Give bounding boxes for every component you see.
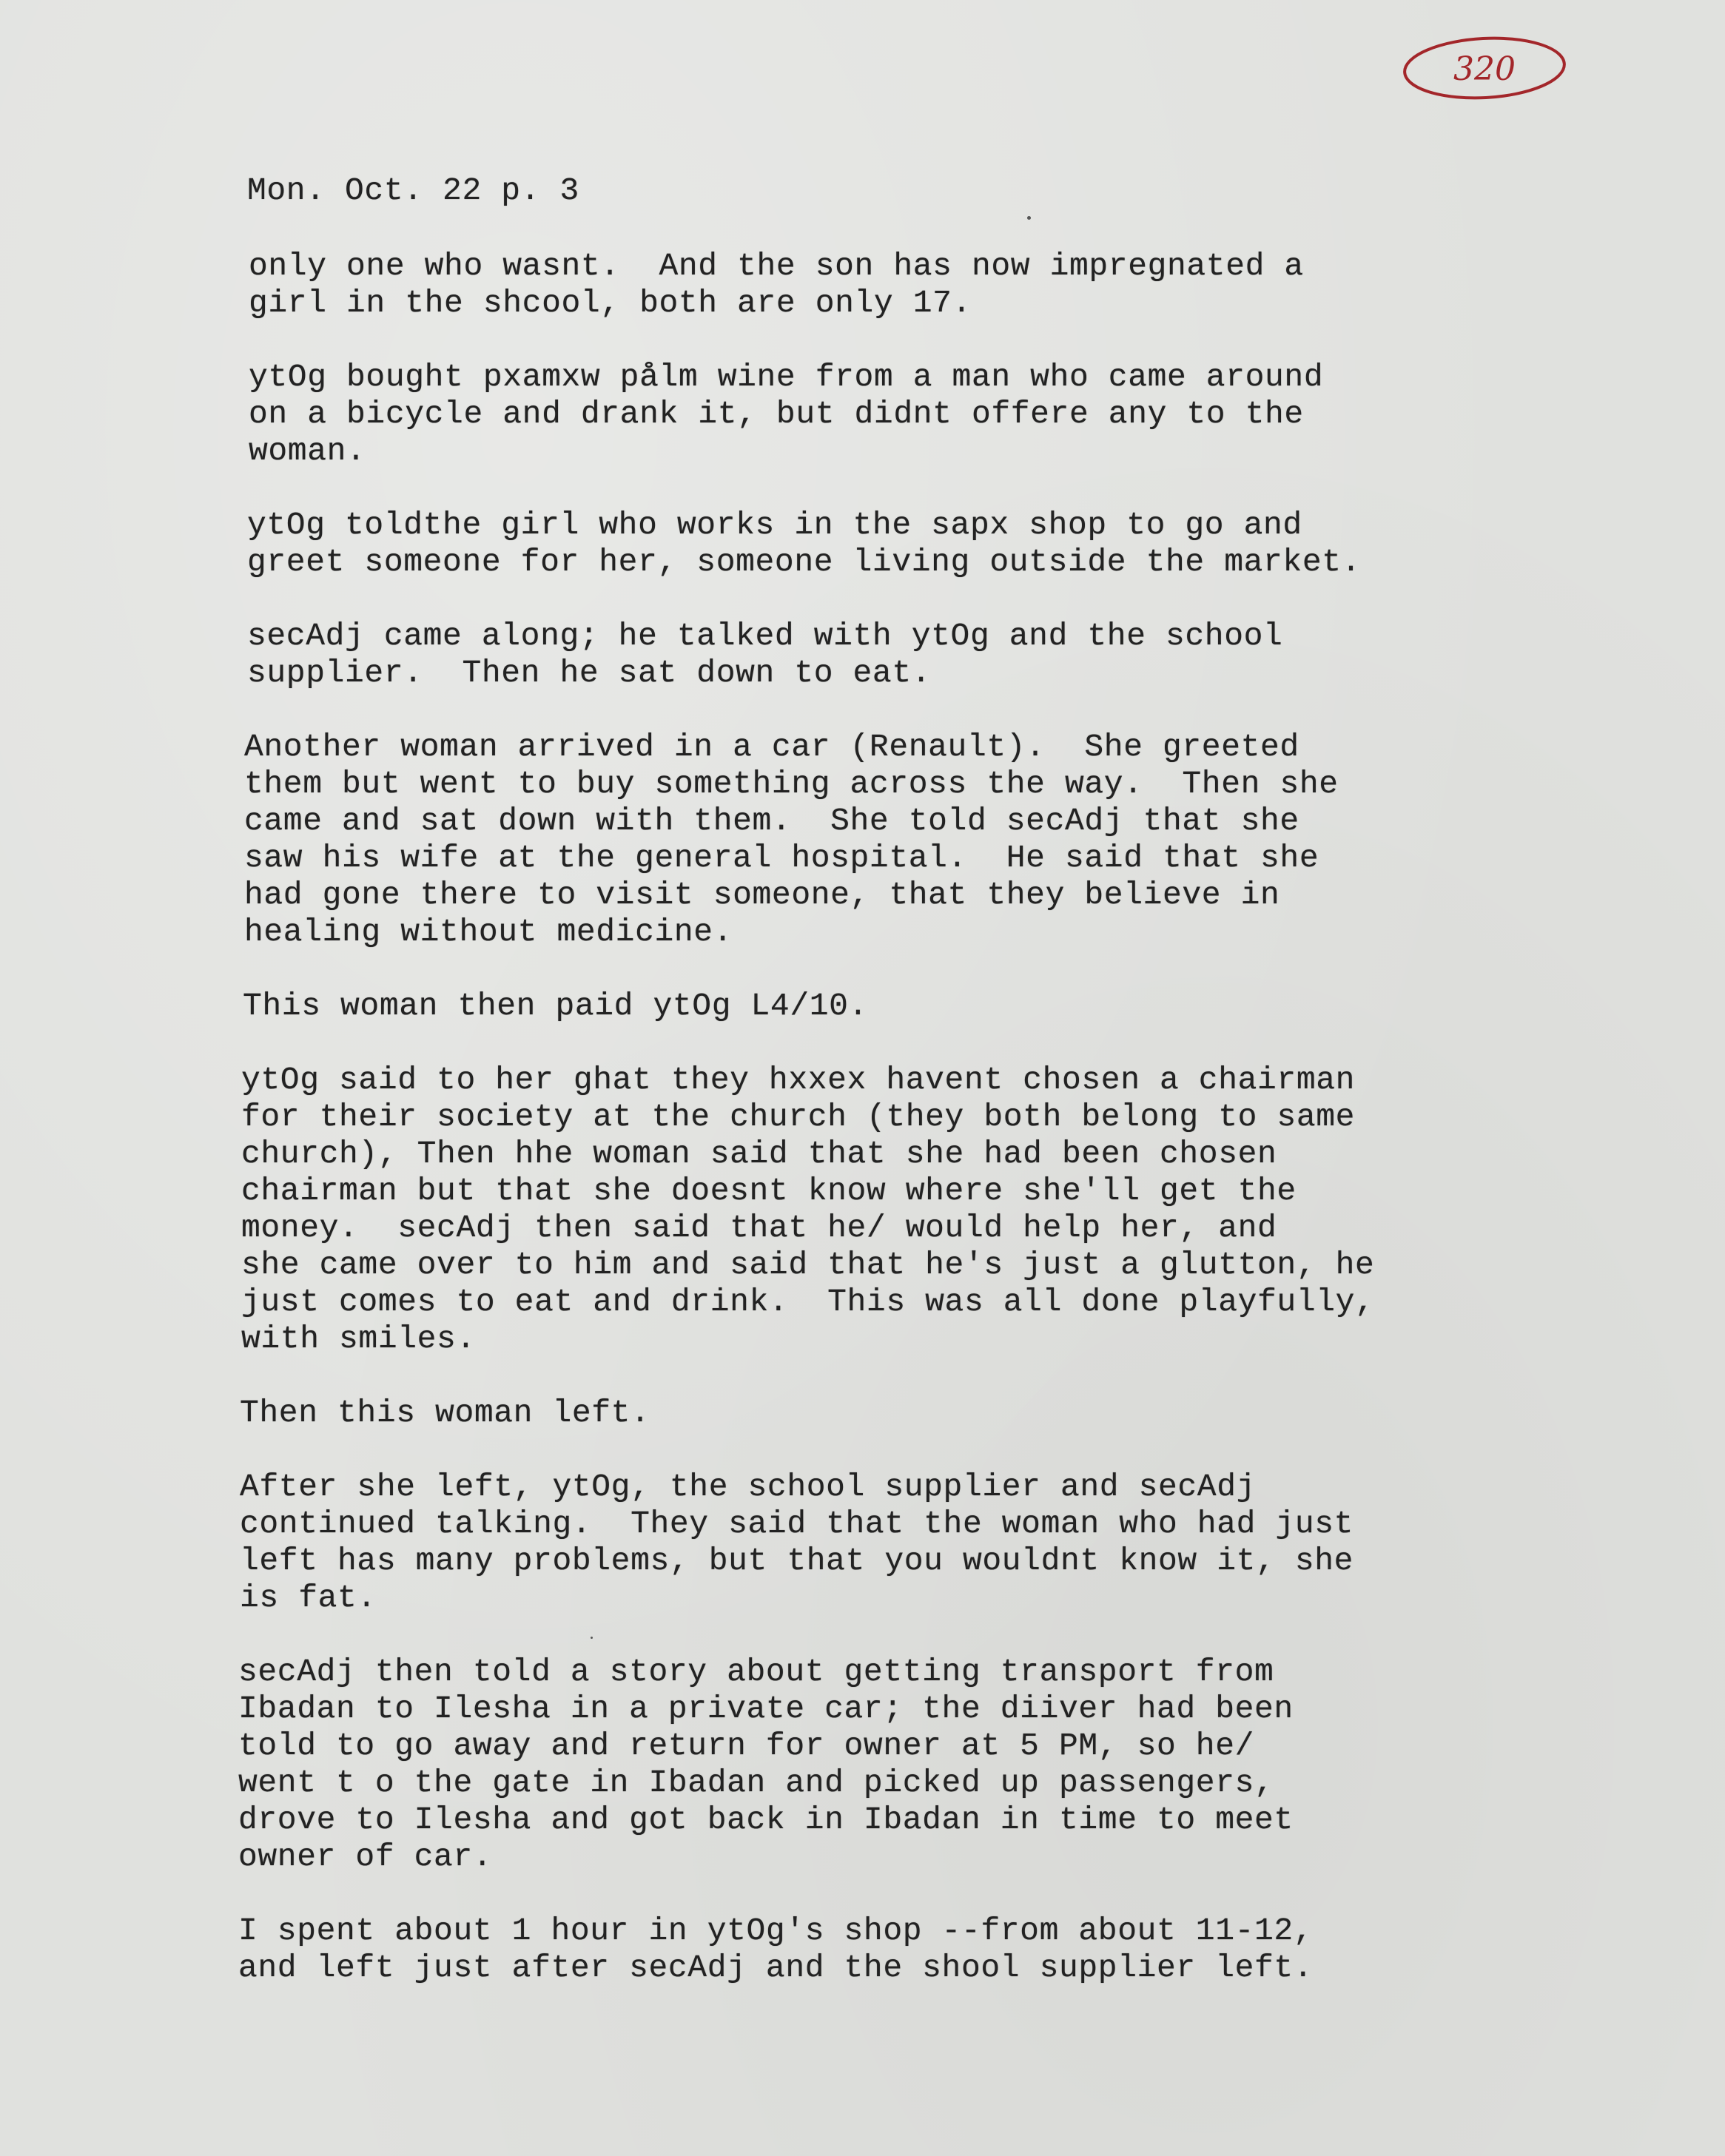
- paragraph-11: I spent about 1 hour in ytOg's shop --from about 11-12, and left just after secAdj and the shool supplier left.: [238, 1913, 1314, 1986]
- paragraph-2: ytOg bought pxamxw pålm wine from a man who came around on a bicycle and drank it, but didnt offere any to the woman.: [249, 359, 1324, 469]
- paper-speck: [591, 1637, 593, 1639]
- paragraph-6: This woman then paid ytOg L4/10.: [243, 988, 868, 1024]
- stamp-oval-icon: [1400, 33, 1569, 104]
- page-header: Mon. Oct. 22 p. 3: [247, 172, 579, 209]
- paper-speck: [1027, 216, 1031, 220]
- paragraph-9: After she left, ytOg, the school supplier and secAdj continued talking. They said that the woman who had just left has many problems, but that you wouldnt know it, she is fat.: [240, 1469, 1354, 1616]
- paragraph-3: ytOg toldthe girl who works in the sapx shop to go and greet someone for her, someone living outside the market.: [247, 507, 1362, 580]
- page-number-stamp: [1400, 33, 1569, 104]
- paragraph-5: Another woman arrived in a car (Renault). She greeted them but went to buy something across the way. Then she came and sat down with them. She told secAdj that she saw his wife at the general hospital. He said that she had gone there to visit someone, that they believe in healing without medicine.: [244, 729, 1339, 950]
- paragraph-1: only one who wasnt. And the son has now impregnated a girl in the shcool, both are only 17.: [249, 248, 1304, 321]
- stamp-number: 320: [1453, 50, 1516, 88]
- paragraph-8: Then this woman left.: [240, 1395, 650, 1431]
- paragraph-4: secAdj came along; he talked with ytOg and the school supplier. Then he sat down to eat.: [247, 618, 1283, 691]
- paragraph-7: ytOg said to her ghat they hxxex havent chosen a chairman for their society at the church (they both belong to same church), Then hhe woman said that she had been chosen chairman but that she doesnt know where she'll get the money. secAdj then said that he/ would help her, and she came over to him and said that he's just a glutton, he just comes to eat and drink. This was all done playfully, with smiles.: [241, 1062, 1375, 1357]
- paragraph-10: secAdj then told a story about getting transport from Ibadan to Ilesha in a private car; the diiver had been told to go away and return for owner at 5 PM, so he/ went t o the gate in Ibadan and picked up passengers, drove to Ilesha and got back in Ibadan in time to meet owner of car.: [238, 1654, 1294, 1875]
